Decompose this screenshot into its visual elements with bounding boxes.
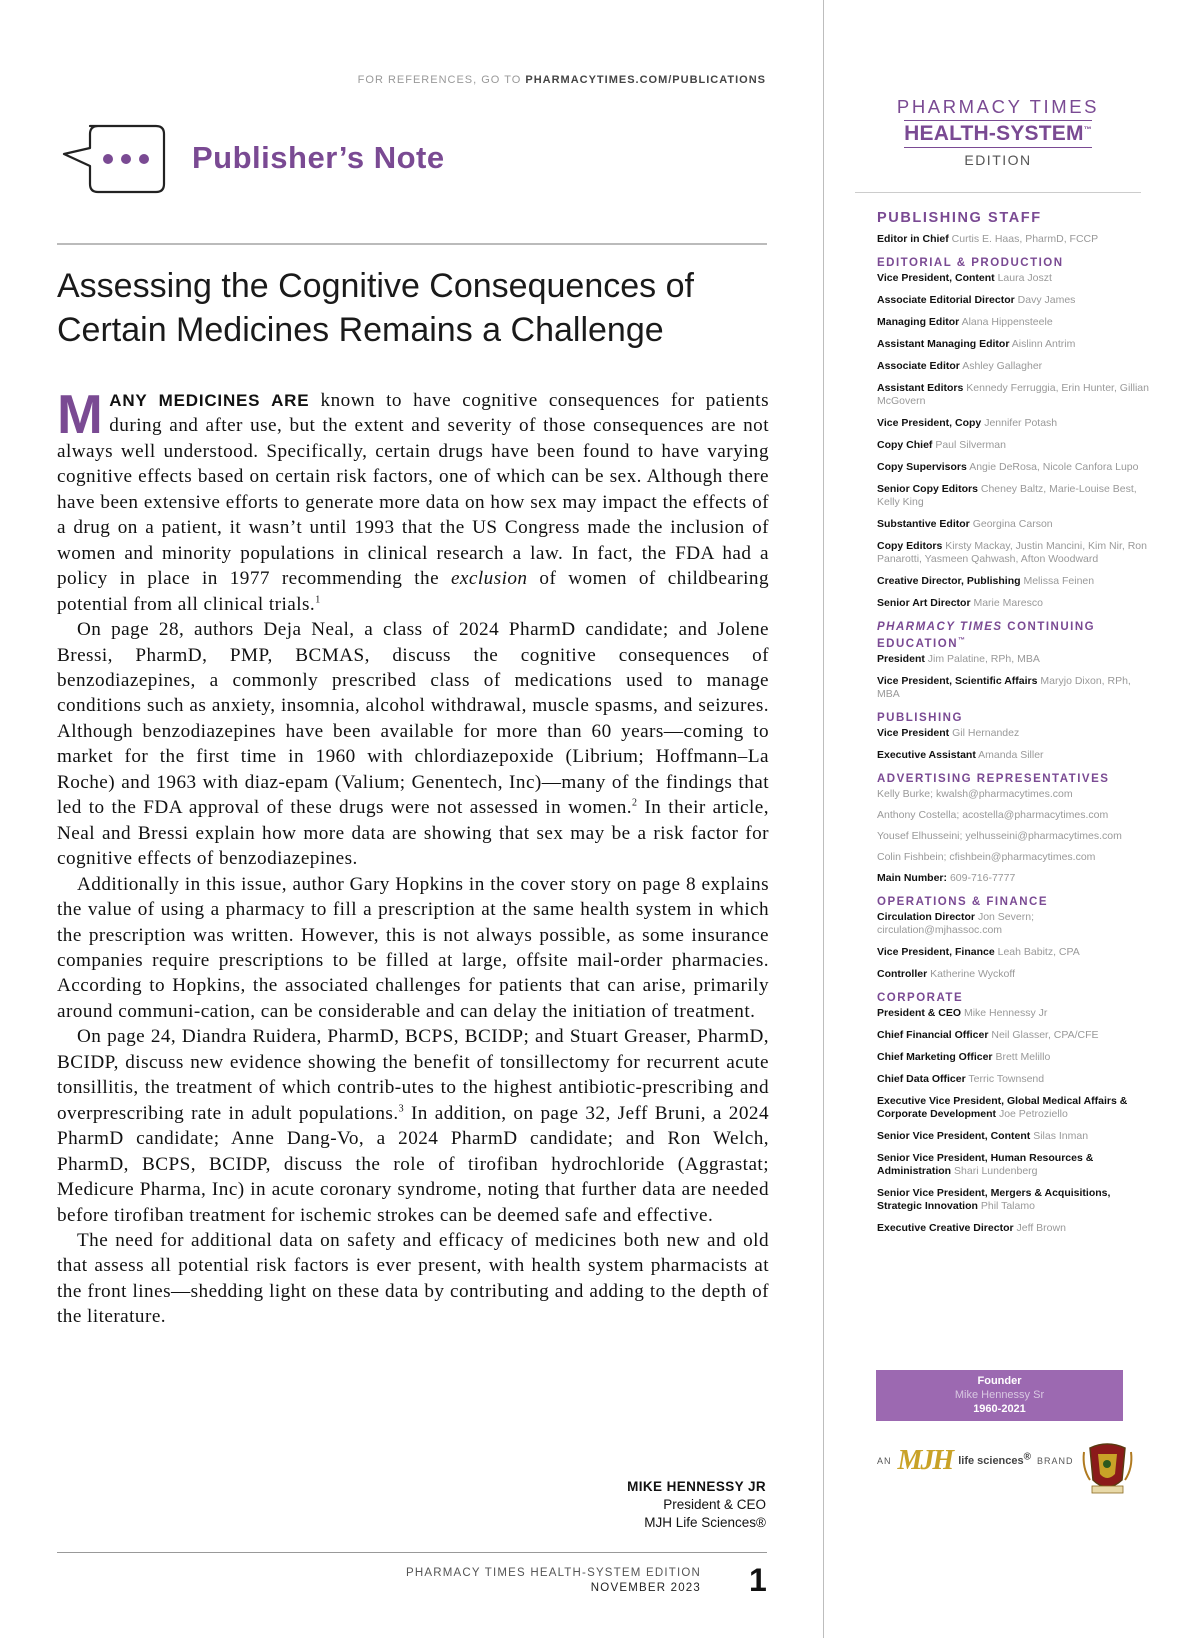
paragraph-text: of women of childbearing potential from all clinical trials. [57, 568, 769, 615]
staff-name: Brett Melillo [995, 1050, 1051, 1063]
staff-role: Vice President, Copy [877, 417, 982, 429]
staff-entry [877, 382, 1152, 408]
signature-company: MJH Life Sciences® [644, 1515, 766, 1530]
footer-publication: PHARMACY TIMES HEALTH-SYSTEM EDITION [406, 1567, 701, 1579]
divider [57, 243, 767, 245]
staff-role: President [877, 652, 925, 665]
founder-title: Founder [977, 1375, 1022, 1387]
staff-role: Senior Art Director [877, 597, 971, 609]
staff-name: Silas Inman [1033, 1129, 1089, 1142]
staff-entry [877, 338, 1152, 351]
staff-name: Jon Severn; circulation@mjhassoc.com [877, 910, 1034, 936]
staff-name: Angie DeRosa, Nicole Canfora Lupo [969, 461, 1139, 473]
staff-entry [877, 946, 1152, 959]
advertising-rep: Colin Fishbein; cfishbein@pharmacytimes.com [877, 850, 1096, 863]
founder-box [876, 1370, 1123, 1421]
staff-name: Shari Lundenberg [954, 1164, 1038, 1177]
staff-role: Senior Vice President, Content [877, 1129, 1031, 1142]
staff-entry [877, 1029, 1152, 1042]
staff-role: Senior Vice President, Mergers & Acquisitions, Strategic Innovation [877, 1186, 1111, 1212]
staff-role: Senior Vice President, Human Resources & Administration [877, 1151, 1094, 1177]
section-title: Publisher’s Note [192, 140, 445, 175]
section-heading-editorial: EDITORIAL & PRODUCTION [877, 257, 1064, 269]
staff-entry [877, 461, 1152, 474]
staff-name: Kennedy Ferruggia, Erin Hunter, Gillian McGovern [877, 382, 1149, 407]
headline-line-2: Certain Medicines Remains a Challenge [57, 311, 664, 349]
paragraph-3: Additionally in this issue, author Gary Hopkins in the cover story on page 8 explains the value of using a pharmacy to fill a prescription at the same health system in which the prescription was written. However, this is not always possible, as some insurance companies require prescriptions to be filled at large, offsite mail-order pharmacies. According to Hopkins, the associated challenges for patients that can arise, primarily around communi-cation, can be considerable and can delay the initiation of treatment. [57, 873, 769, 1022]
paragraph-text: In their article, Neal and Bressi explain how more data are showing that sex may be a risk factor for cognitive effects of benzodiazepines. [57, 797, 769, 870]
staff-role: Vice President [877, 726, 950, 739]
staff-entry [877, 1073, 1152, 1086]
column-divider [823, 0, 824, 1638]
staff-entry [877, 1152, 1152, 1178]
founder-name: Mike Hennessy Sr [954, 1389, 1045, 1401]
staff-role: Executive Assistant [877, 748, 976, 761]
registered-mark: ® [1023, 1451, 1032, 1463]
page-number: 1 [749, 1562, 767, 1598]
staff-role: Vice President, Content [877, 272, 995, 284]
staff-role: Controller [877, 967, 928, 980]
founder-years: 1960-2021 [973, 1403, 1026, 1415]
section-heading-operations: OPERATIONS & FINANCE [877, 895, 1048, 908]
reference-marker: 2 [632, 797, 638, 809]
trademark-mark: ™ [1083, 125, 1092, 134]
staff-name: Maryjo Dixon, RPh, MBA [877, 674, 1131, 700]
lead-in: ANY MEDICINES ARE [109, 391, 310, 410]
brand-name [958, 1451, 1032, 1467]
staff-role: Copy Supervisors [877, 461, 967, 473]
signature-title: President & CEO [663, 1497, 766, 1512]
paragraph-text: On page 28, authors Deja Neal, a class of 2024 PharmD candidate; and Jolene Bressi, PharmD, PMP, BCMAS, discuss the cognitive consequences of benzodiazepines, a commonly prescribed class of medications used to manage conditions such as anxiety, insomnia, alcohol withdrawal, muscle spasms, and seizures. Although benzodiazepines have been available for more than 60 years—coming to market for the first time in 1960 with chlordiazepoxide (Librium; Hoffmann–La Roche) and 1963 with diaz-epam (Valium; Genentech, Inc)—many of the findings that led to the FDA approval of these drugs were not assessed in women. [57, 619, 769, 819]
mjh-logo: MJH [897, 1445, 953, 1476]
staff-name: Davy James [1017, 294, 1076, 306]
staff-role: Substantive Editor [877, 518, 970, 530]
reference-marker: 1 [315, 594, 321, 606]
staff-role: Vice President, Finance [877, 945, 995, 958]
staff-entry [877, 518, 1152, 531]
staff-entry [877, 911, 1152, 937]
advertising-rep: Yousef Elhusseini; yelhusseini@pharmacytimes.com [877, 829, 1122, 842]
emphasis: exclusion [450, 568, 528, 590]
staff-name: Jim Palatine, RPh, MBA [927, 652, 1040, 665]
staff-entry [877, 968, 1152, 981]
speech-bubble-icon [62, 124, 166, 194]
publishing-list [877, 727, 1152, 762]
staff-role: Chief Marketing Officer [877, 1050, 993, 1063]
staff-entry [877, 1222, 1152, 1235]
staff-entry [877, 1007, 1152, 1020]
staff-role: Executive Creative Director [877, 1221, 1014, 1234]
drop-cap: M [57, 383, 104, 445]
staff-role: Associate Editor [877, 360, 960, 372]
staff-role: Chief Data Officer [877, 1072, 966, 1085]
staff-role: Vice President, Scientific Affairs [877, 674, 1038, 687]
staff-name: Melissa Feinen [1023, 575, 1095, 587]
staff-role: Assistant Managing Editor [877, 338, 1010, 350]
staff-name: Neil Glasser, CPA/CFE [991, 1028, 1099, 1041]
staff-name: Marie Maresco [973, 597, 1043, 609]
staff-role: Assistant Editors [877, 382, 964, 394]
staff-name: Cheney Baltz, Marie-Louise Best, Kelly King [877, 483, 1137, 508]
staff-entry [877, 233, 1152, 246]
section-heading-advertising: ADVERTISING REPRESENTATIVES [877, 772, 1110, 785]
staff-name: Laura Joszt [997, 272, 1052, 284]
reference-marker: 3 [398, 1103, 405, 1115]
staff-entry [877, 483, 1152, 509]
staff-role: Circulation Director [877, 910, 976, 923]
staff-entry [877, 316, 1152, 329]
staff-entry [877, 540, 1152, 566]
staff-name: Kirsty Mackay, Justin Mancini, Kim Nir, Ron Panarotti, Yasmeen Qahwash, Afton Woodward [877, 540, 1147, 565]
masthead-divider [855, 192, 1141, 193]
staff-entry [877, 272, 1152, 285]
brand-line [877, 1446, 1074, 1476]
staff-role: Main Number: [877, 871, 948, 884]
masthead-line-2 [904, 120, 1092, 148]
staff-entry [877, 417, 1152, 430]
references-prefix: FOR REFERENCES, GO TO [357, 74, 522, 86]
staff-name: Gil Hernandez [952, 726, 1020, 739]
brand-prefix: AN [877, 1456, 892, 1466]
staff-name: Georgina Carson [972, 518, 1053, 530]
masthead-line-1: PHARMACY TIMES [896, 96, 1100, 117]
corporate-list [877, 1007, 1152, 1235]
staff-role: Managing Editor [877, 316, 960, 328]
staff-name: Katherine Wyckoff [930, 967, 1016, 980]
staff-name: Jeff Brown [1016, 1221, 1066, 1234]
staff-name: Mike Hennessy Jr [963, 1006, 1048, 1019]
heading-italic: PHARMACY TIMES [877, 621, 1003, 633]
staff-entry [877, 597, 1152, 610]
staff-name: Paul Silverman [935, 439, 1006, 451]
staff-name: Phil Talamo [980, 1199, 1035, 1212]
advertising-rep: Anthony Costella; acostella@pharmacytimes.com [877, 808, 1109, 821]
staff-name: Amanda Siller [978, 748, 1044, 761]
staff-entry [877, 749, 1152, 762]
masthead-logo [855, 96, 1141, 168]
section-heading-publishing: PUBLISHING [877, 711, 963, 724]
staff-entry [877, 727, 1152, 740]
staff-list [877, 212, 1152, 1244]
signature-block [627, 1478, 766, 1532]
paragraph-text: On page 24, Diandra Ruidera, PharmD, BCPS, BCIDP; and Stuart Greaser, PharmD, BCIDP, discuss new evidence showing the benefit of tonsillectomy for recurrent acute tonsillitis, the treatment of which contrib-utes to the highest antibiotic-prescribing and overprescribing rate in adult populations. [57, 1026, 769, 1124]
staff-role: Editor in Chief [877, 233, 949, 245]
staff-role: Copy Editors [877, 540, 943, 552]
staff-name: Alana Hippensteele [961, 316, 1053, 328]
heading-text: CONTINUING EDUCATION [877, 621, 1096, 650]
staff-entry [877, 1130, 1152, 1143]
footer-divider [57, 1552, 767, 1553]
staff-role: Chief Financial Officer [877, 1028, 989, 1041]
staff-entry [877, 675, 1152, 701]
staff-name: Jennifer Potash [984, 417, 1058, 429]
editorial-list [877, 272, 1152, 610]
staff-role: Executive Vice President, Global Medical Affairs & Corporate Development [877, 1094, 1128, 1120]
article-body [57, 383, 769, 1330]
phone-number: 609-716-7777 [949, 871, 1016, 884]
staff-role: Creative Director, Publishing [877, 575, 1021, 587]
paragraph-text: In addition, on page 32, Jeff Bruni, a 2024 PharmD candidate; Anne Dang-Vo, a 2024 PharmD candidate; and Ron Welch, PharmD, BCPS, BCIDP, discuss the role of tirofiban hydrochloride (Aggrastat; Medicure Pharma, Inc) in acute coronary syndrome, noting that further data are needed before tirofiban treatment for ischemic strokes can be deemed safe and effective. [57, 1102, 769, 1226]
page-footer [406, 1566, 701, 1596]
advertising-rep: Kelly Burke; kwalsh@pharmacytimes.com [877, 787, 1073, 800]
operations-list [877, 911, 1152, 981]
staff-name: Curtis E. Haas, PharmD, FCCP [951, 233, 1099, 245]
staff-role: Copy Chief [877, 439, 933, 451]
references-note [358, 74, 766, 86]
paragraph-text: known to have cognitive consequences for patients during and after use, but the extent and severity of those consequences are not always well understood. Specifically, certain drugs have been found to have varying cognitive effects based on certain risk factors, one of which can be sex. Although there have been extensive efforts to generate more data on how sex may impact the effects of a drug on a patient, it wasn’t until 1993 that the US Congress made the inclusion of women and minority populations in clinical research a law. In fact, the FDA had a policy in place in 1977 recommending the [57, 390, 769, 590]
brand-name-text: life sciences [958, 1455, 1024, 1467]
staff-entry [877, 294, 1152, 307]
staff-entry [877, 1187, 1152, 1213]
staff-name: Joe Petroziello [998, 1107, 1068, 1120]
signature-name: MIKE HENNESSY JR [627, 1479, 766, 1494]
staff-role: Associate Editorial Director [877, 294, 1015, 306]
brand-suffix: BRAND [1037, 1456, 1074, 1466]
article-headline [57, 264, 767, 352]
masthead-line-3: EDITION [964, 152, 1032, 168]
staff-entry [877, 653, 1152, 666]
headline-line-1: Assessing the Cognitive Consequences of [57, 267, 694, 305]
masthead-line-2-text: HEALTH-SYSTEM [904, 122, 1084, 145]
staff-name: Terric Townsend [968, 1072, 1045, 1085]
advertising-list [877, 788, 1152, 864]
staff-role: Senior Copy Editors [877, 483, 978, 495]
staff-entry [877, 1095, 1152, 1121]
trademark-mark: ™ [958, 637, 967, 644]
paragraph-1 [57, 383, 769, 617]
staff-name: Leah Babitz, CPA [997, 945, 1080, 958]
paragraph-5: The need for additional data on safety and efficacy of medicines both new and old that assess all potential risk factors is ever present, with health system pharmacists at the front lines—shedding light on these data by contributing and adding to the depth of the literature. [57, 1229, 769, 1328]
paragraph-4 [57, 1024, 769, 1228]
continuing-education-list [877, 653, 1152, 701]
references-url[interactable]: PHARMACYTIMES.COM/PUBLICATIONS [525, 74, 766, 86]
staff-name: Aislinn Antrim [1011, 338, 1076, 350]
staff-entry [877, 439, 1152, 452]
staff-entry [877, 360, 1152, 373]
footer-issue: NOVEMBER 2023 [590, 1582, 701, 1594]
staff-entry [877, 1051, 1152, 1064]
section-heading-corporate: CORPORATE [877, 991, 964, 1004]
staff-entry [877, 575, 1152, 588]
staff-heading: PUBLISHING STAFF [877, 210, 1042, 226]
staff-role: President & CEO [877, 1006, 962, 1019]
paragraph-2 [57, 617, 769, 872]
staff-name: Ashley Gallagher [962, 360, 1043, 372]
section-heading-continuing-education [877, 621, 1152, 651]
crest-icon [1080, 1440, 1135, 1498]
main-number [877, 872, 1152, 885]
